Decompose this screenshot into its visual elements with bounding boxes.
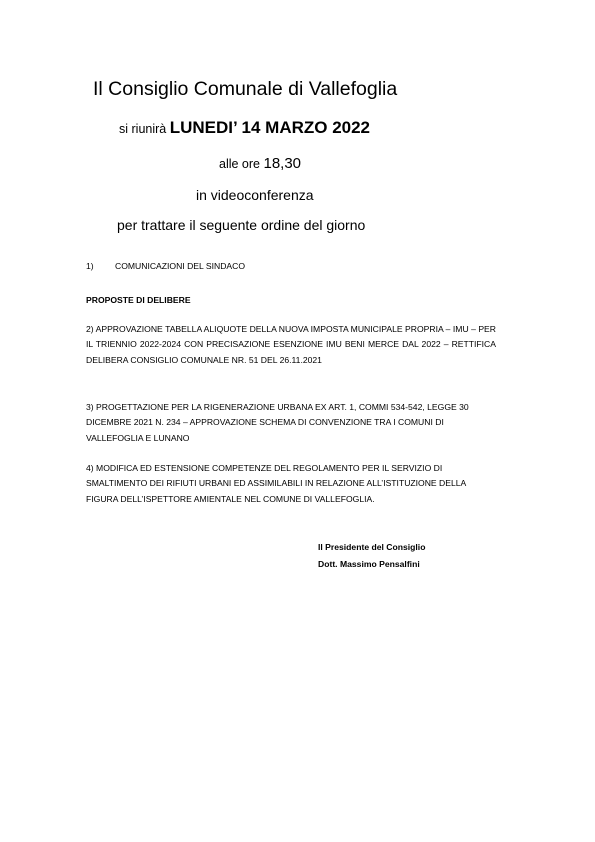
page-title: Il Consiglio Comunale di Vallefoglia: [93, 78, 398, 100]
agenda-item-4: 4) MODIFICA ED ESTENSIONE COMPETENZE DEL REGOLAMENTO PER IL SERVIZIO DI SMALTIMENTO DEI RIFIUTI URBANI ED ASSIMILABILI IN RELAZIONE ALL’ISTITUZIONE DELLA FIGURA DELL’ISPETTORE AMIENTALE NEL COMUNE DI VALLEFOGLIA.: [86, 463, 466, 504]
time-prefix: alle ore: [219, 157, 260, 171]
agenda-item-2: 2) APPROVAZIONE TABELLA ALIQUOTE DELLA NUOVA IMPOSTA MUNICIPALE PROPRIA – IMU – PER IL TRIENNIO 2022-2024 CON PRECISAZIONE ESENZIONE IMU BENI MERCE DAL 2022 – RETTIFICA DELIBERA CONSIGLIO COMUNALE NR. 51 DEL 26.11.2021: [86, 324, 496, 365]
proposals-heading: PROPOSTE DI DELIBERE: [86, 295, 191, 305]
signature-name: Dott. Massimo Pensalfini: [318, 559, 420, 569]
agenda-item-1-number: 1): [86, 261, 94, 271]
meeting-date-line: [119, 118, 370, 138]
agenda-intro: per trattare il seguente ordine del giorno: [117, 217, 366, 233]
meeting-time-line: [219, 155, 301, 172]
meeting-date: LUNEDI’ 14 MARZO 2022: [169, 118, 371, 137]
meeting-prefix: si riunirà: [119, 122, 167, 136]
agenda-item-3: 3) PROGETTAZIONE PER LA RIGENERAZIONE URBANA EX ART. 1, COMMI 534-542, LEGGE 30 DICEMBRE 2021 N. 234 – APPROVAZIONE SCHEMA DI CONVENZIONE TRA I COMUNI DI VALLEFOGLIA E LUNANO: [86, 402, 469, 443]
agenda-item-1: [86, 261, 245, 271]
meeting-mode: in videoconferenza: [196, 187, 314, 203]
signature-role: Il Presidente del Consiglio: [318, 542, 426, 552]
time-value: 18,30: [263, 155, 302, 172]
agenda-item-1-text: COMUNICAZIONI DEL SINDACO: [115, 261, 246, 271]
